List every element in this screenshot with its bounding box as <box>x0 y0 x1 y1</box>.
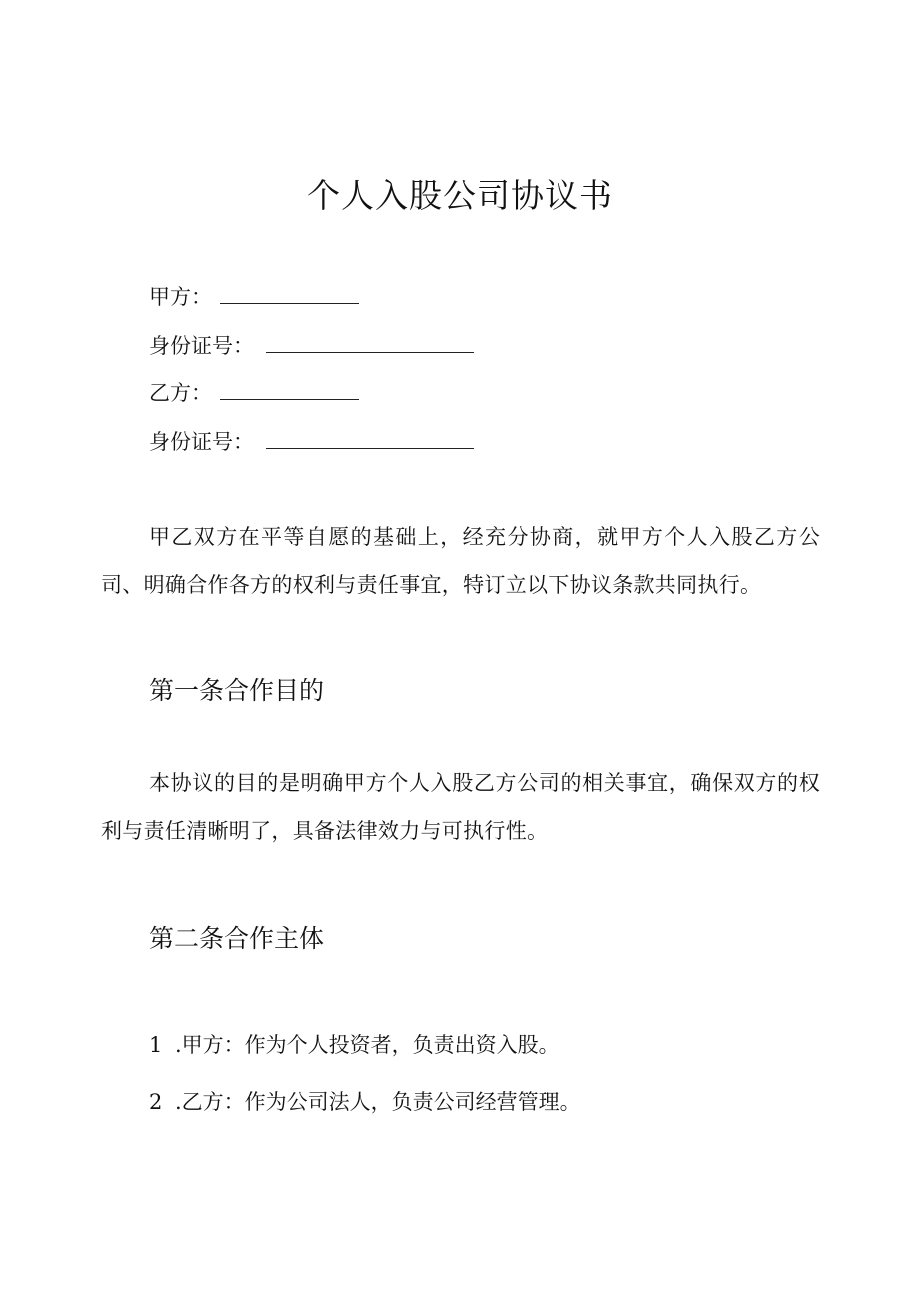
party-b-id-blank-line <box>266 430 474 449</box>
list-item-text: .乙方：作为公司法人，负责公司经营管理。 <box>175 1090 581 1114</box>
party-a-id-field <box>149 331 474 361</box>
party-a-id-blank-line <box>266 334 474 353</box>
list-item <box>149 1030 560 1060</box>
intro-paragraph: 甲乙双方在平等自愿的基础上，经充分协商，就甲方个人入股乙方公司、明确合作各方的权利与责任事宜，特订立以下协议条款共同执行。 <box>101 525 820 597</box>
document-title: 个人入股公司协议书 <box>307 176 613 215</box>
party-b-label: 乙方： <box>149 381 212 405</box>
list-item <box>149 1087 581 1117</box>
list-item-number: 1 <box>149 1033 163 1057</box>
party-a-blank-line <box>220 285 359 304</box>
party-b-blank-line <box>220 381 359 400</box>
section-1-body: 本协议的目的是明确甲方个人入股乙方公司的相关事宜，确保双方的权利与责任清晰明了，具备法律效力与可执行性。 <box>101 771 820 843</box>
list-item-text: .甲方：作为个人投资者，负责出资入股。 <box>175 1033 560 1057</box>
party-a-id-label: 身份证号： <box>149 334 254 358</box>
list-item-number: 2 <box>149 1090 163 1114</box>
party-b-id-label: 身份证号： <box>149 430 254 454</box>
party-a-field <box>149 282 359 312</box>
party-b-id-field <box>149 427 474 457</box>
section-1-heading: 第一条合作目的 <box>149 676 325 705</box>
section-2-heading: 第二条合作主体 <box>149 924 325 953</box>
party-b-field <box>149 378 359 408</box>
party-a-label: 甲方： <box>149 285 212 309</box>
